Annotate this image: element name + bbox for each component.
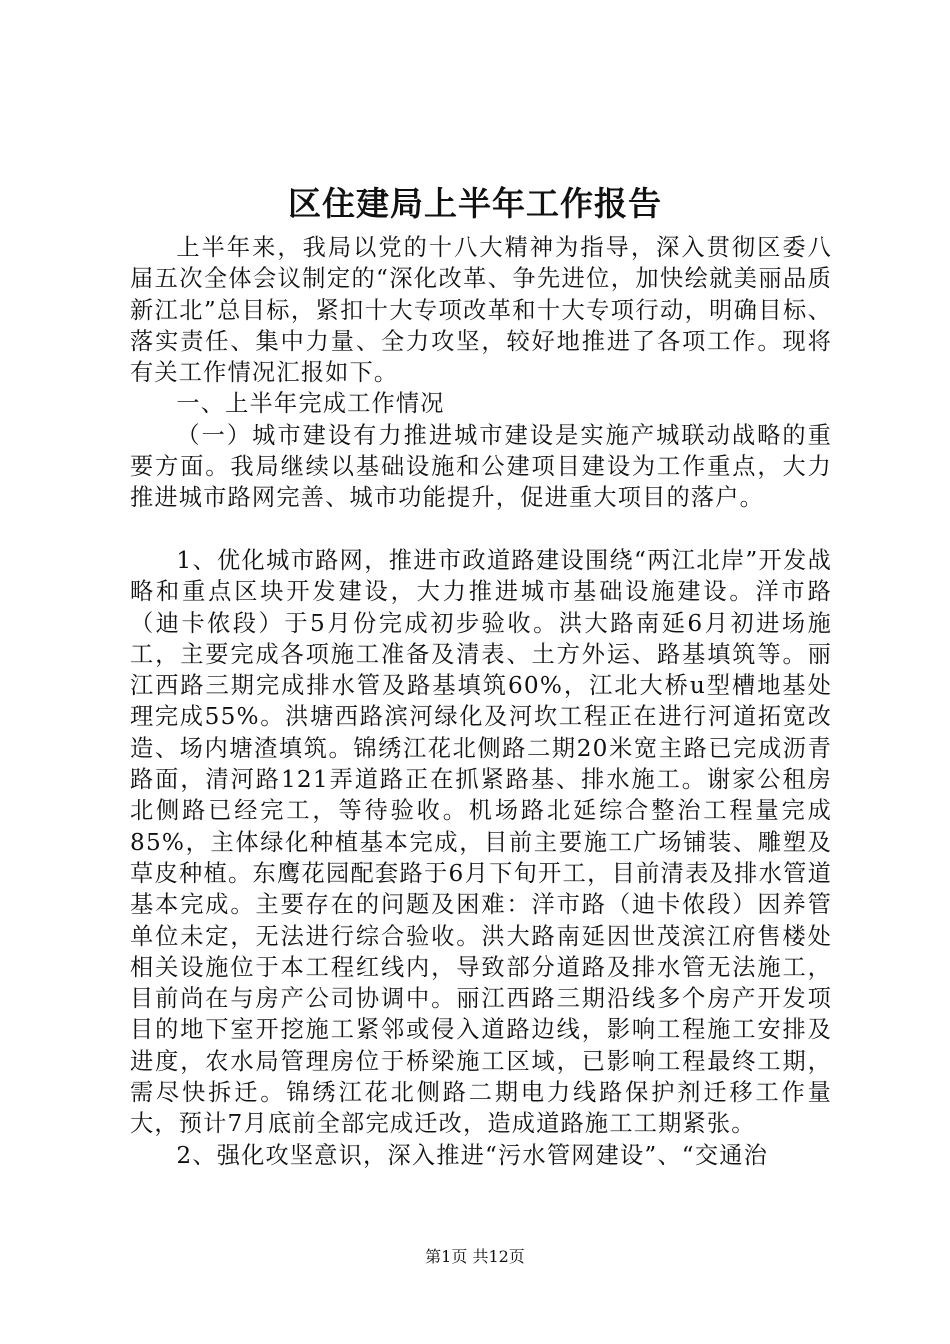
subsection-paragraph: （一）城市建设有力推进城市建设是实施产城联动战略的重要方面。我局继续以基础设施和公建项目建设为工作重点，大力推进城市路网完善、城市功能提升，促进重大项目的落户。	[130, 421, 832, 512]
document-title: 区住建局上半年工作报告	[288, 184, 662, 223]
paragraph-spacer	[130, 514, 832, 545]
item-2-paragraph: 2、强化攻坚意识，深入推进“污水管网建设”、“交通治	[176, 1141, 769, 1169]
page-footer: 第1页 共12页	[425, 1247, 525, 1266]
intro-paragraph: 上半年来，我局以党的十八大精神为指导，深入贯彻区委八届五次全体会议制定的“深化改革、争先进位，加快绘就美丽品质新江北”总目标，紧扣十大专项改革和十大专项行动，明确目标、落实责任、集中力量、全力攻坚，较好地推进了各项工作。现将有关工作情况汇报如下。	[130, 234, 832, 387]
item-1-paragraph: 1、优化城市路网，推进市政道路建设围绕“两江北岸”开发战略和重点区块开发建设，大力推进城市基础设施建设。洋市路（迪卡侬段）于5月份完成初步验收。洪大路南延6月初进场施工，主要完成各项施工准备及清表、土方外运、路基填筑等。丽江西路三期完成排水管及路基填筑60%，江北大桥u型槽地基处理完成55%。洪塘西路滨河绿化及河坎工程正在进行河道拓宽改造、场内塘渣填筑。锦绣江花北侧路二期20米宽主路已完成沥青路面，清河路121弄道路正在抓紧路基、排水施工。谢家公租房北侧路已经完工，等待验收。机场路北延综合整治工程量完成85%，主体绿化种植基本完成，目前主要施工广场铺装、雕塑及草皮种植。东鹰花园配套路于6月下旬开工，目前清表及排水管道基本完成。主要存在的问题及困难：洋市路（迪卡侬段）因养管单位未定，无法进行综合验收。洪大路南延因世茂滨江府售楼处相关设施位于本工程红线内，导致部分道路及排水管无法施工，目前尚在与房产公司协调中。丽江西路三期沿线多个房产开发项目的地下室开挖施工紧邻或侵入道路边线，影响工程施工安排及进度，农水局管理房位于桥梁施工区域，已影响工程最终工期，需尽快拆迁。锦绣江花北侧路二期电力线路保护剂迁移工作量大，预计7月底前全部完成迁改，造成道路施工工期紧张。	[130, 546, 832, 1138]
document-body	[130, 232, 832, 1171]
section-heading: 一、上半年完成工作情况	[176, 390, 445, 418]
